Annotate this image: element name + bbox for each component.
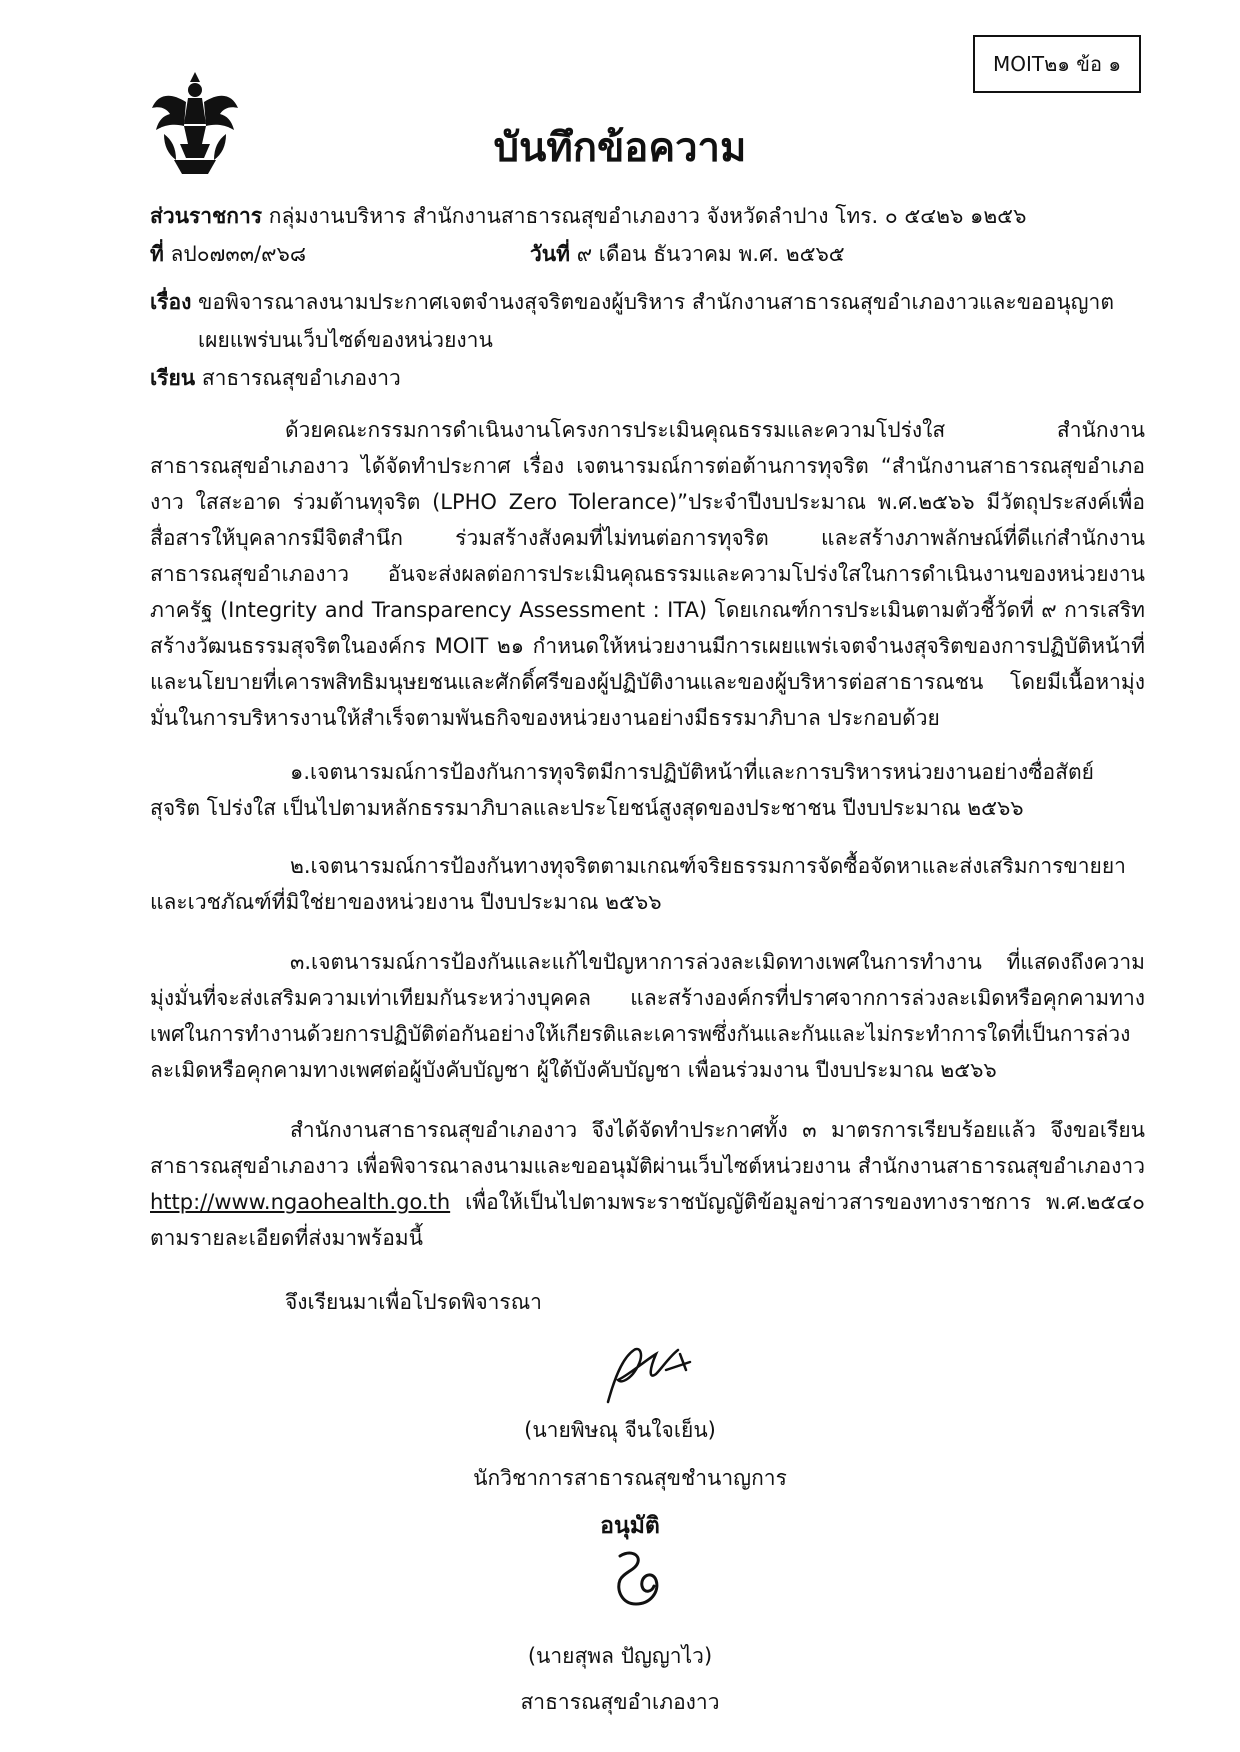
agency-value: กลุ่มงานบริหาร สำนักงานสาธารณสุขอำเภองาว จังหวัดลำปาง โทร. ๐ ๕๔๒๖ ๑๒๕๖	[268, 204, 1027, 228]
agency-line	[150, 198, 1145, 234]
subject-line	[150, 284, 1145, 320]
doc-number-label: ที่	[150, 242, 164, 266]
subject-text-line2: เผยแพร่บนเว็บไซด์ของหน่วยงาน	[198, 328, 493, 352]
signature-1-icon	[600, 1340, 710, 1410]
website-link[interactable]: http://www.ngaohealth.go.th	[150, 1190, 451, 1214]
signer-1-name: (นายพิษณุ จีนใจเย็น)	[524, 1418, 716, 1442]
doc-number-line	[150, 236, 306, 272]
closing-text: จึงเรียนมาเพื่อโปรดพิจารณา	[285, 1290, 542, 1314]
body-item-2	[150, 848, 1145, 920]
body-paragraph-2-text: สำนักงานสาธารณสุขอำเภองาว จึงได้จัดทำประกาศทั้ง ๓ มาตรการเรียบร้อยแล้ว จึงขอเรียนสาธารณสุขอำเภองาว เพื่อพิจารณาลงนามและขออนุมัติผ่านเว็บไซต์หน่วยงาน สำนักงานสาธารณสุขอำเภองาว	[150, 1118, 1145, 1178]
body-paragraph-2-tail: เพื่อให้เป็นไปตามพระราชบัญญัติข้อมูลข่าวสารของทางราชการ พ.ศ.๒๕๔๐ ตามรายละเอียดที่ส่งมาพร้อมนี้	[150, 1190, 1145, 1250]
form-code-badge	[973, 35, 1141, 93]
date-line	[530, 236, 845, 272]
agency-label: ส่วนราชการ	[150, 204, 263, 228]
subject-text-line1: ขอพิจารณาลงนามประกาศเจตจำนงสุจริตของผู้บริหาร สำนักงานสาธารณสุขอำเภองาวและขออนุญาต	[198, 290, 1114, 314]
body-item-3	[150, 944, 1145, 1088]
recipient-label: เรียน	[150, 366, 196, 390]
signer-2-position: สาธารณสุขอำเภองาว	[520, 1690, 720, 1714]
date-value: ๙ เดือน ธันวาคม พ.ศ. ๒๕๖๕	[576, 242, 845, 266]
recipient-value: สาธารณสุขอำเภองาว	[201, 366, 401, 390]
recipient-line	[150, 360, 401, 396]
body-item-1-text: ๑.เจตนารมณ์การป้องกันการทุจริตมีการปฏิบัติหน้าที่และการบริหารหน่วยงานอย่างซื่อสัตย์ สุจริต โปร่งใส เป็นไปตามหลักธรรมาภิบาลและประโยชน์สูงสุดของประชาชน ปีงบประมาณ ๒๕๖๖	[150, 760, 1094, 820]
document-title: บันทึกข้อความ	[493, 125, 747, 171]
signer-1-position: นักวิชาการสาธารณสุขชำนาญการ	[473, 1466, 787, 1490]
body-item-2-text: ๒.เจตนารมณ์การป้องกันทางทุจริตตามเกณฑ์จริยธรรมการจัดซื้อจัดหาและส่งเสริมการขายยาและเวชภัณฑ์ที่มิใช่ยาของหน่วยงาน ปีงบประมาณ ๒๕๖๖	[150, 854, 1126, 914]
signer-2-name: (นายสุพล ปัญญาไว)	[527, 1644, 713, 1668]
subject-label: เรื่อง	[150, 290, 192, 314]
signature-2-icon	[600, 1546, 680, 1616]
approve-label: อนุมัติ	[600, 1513, 660, 1539]
body-paragraph-1	[150, 412, 1145, 736]
doc-number-value: ลป๐๗๓๓/๙๖๘	[170, 242, 307, 266]
body-paragraph-2	[150, 1112, 1145, 1256]
body-item-3-text: ๓.เจตนารมณ์การป้องกันและแก้ไขปัญหาการล่วงละเมิดทางเพศในการทำงาน ที่แสดงถึงความมุ่งมั่นที่จะส่งเสริมความเท่าเทียมกันระหว่างบุคคล และสร้างองค์กรที่ปราศจากการล่วงละเมิดหรือคุกคามทางเพศในการทำงานด้วยการปฏิบัติต่อกันอย่างให้เกียรติและเคารพซึ่งกันและกันและไม่กระทำการใดที่เป็นการล่วงละเมิดหรือคุกคามทางเพศต่อผู้บังคับบัญชา ผู้ใต้บังคับบัญชา เพื่อนร่วมงาน ปีงบประมาณ ๒๕๖๖	[150, 950, 1145, 1082]
body-item-1	[150, 754, 1145, 826]
form-code-text: MOIT๒๑ ข้อ ๑	[992, 52, 1122, 76]
date-label: วันที่	[530, 242, 570, 266]
body-paragraph-1-text: ด้วยคณะกรรมการดำเนินงานโครงการประเมินคุณธรรมและความโปร่งใส สำนักงานสาธารณสุขอำเภองาว ได้จัดทำประกาศ เรื่อง เจตนารมณ์การต่อต้านการทุจริต “สำนักงานสาธารณสุขอำเภองาว ใสสะอาด ร่วมต้านทุจริต (LPHO Zero Tolerance)”ประจำปีงบประมาณ พ.ศ.๒๕๖๖ มีวัตถุประสงค์เพื่อสื่อสารให้บุคลากรมีจิตสำนึก ร่วมสร้างสังคมที่ไม่ทนต่อการทุจริต และสร้างภาพลักษณ์ที่ดีแก่สำนักงานสาธารณสุขอำเภองาว อันจะส่งผลต่อการประเมินคุณธรรมและความโปร่งใสในการดำเนินงานของหน่วยงานภาครัฐ (Integrity and Transparency Assessment : ITA) โดยเกณฑ์การประเมินตามตัวชี้วัดที่ ๙ การเสริทสร้างวัฒนธรรมสุจริตในองค์กร MOIT ๒๑ กำหนดให้หน่วยงานมีการเผยแพร่เจตจำนงสุจริตของการปฏิบัติหน้าที่และนโยบายที่เคารพสิทธิมนุษยชนและศักดิ์ศรีของผู้ปฏิบัติงานและของผู้บริหารต่อสาธารณชน โดยมีเนื้อหามุ่งมั่นในการบริหารงานให้สำเร็จตามพันธกิจของหน่วยงานอย่างมีธรรมาภิบาล ประกอบด้วย	[150, 418, 1145, 730]
